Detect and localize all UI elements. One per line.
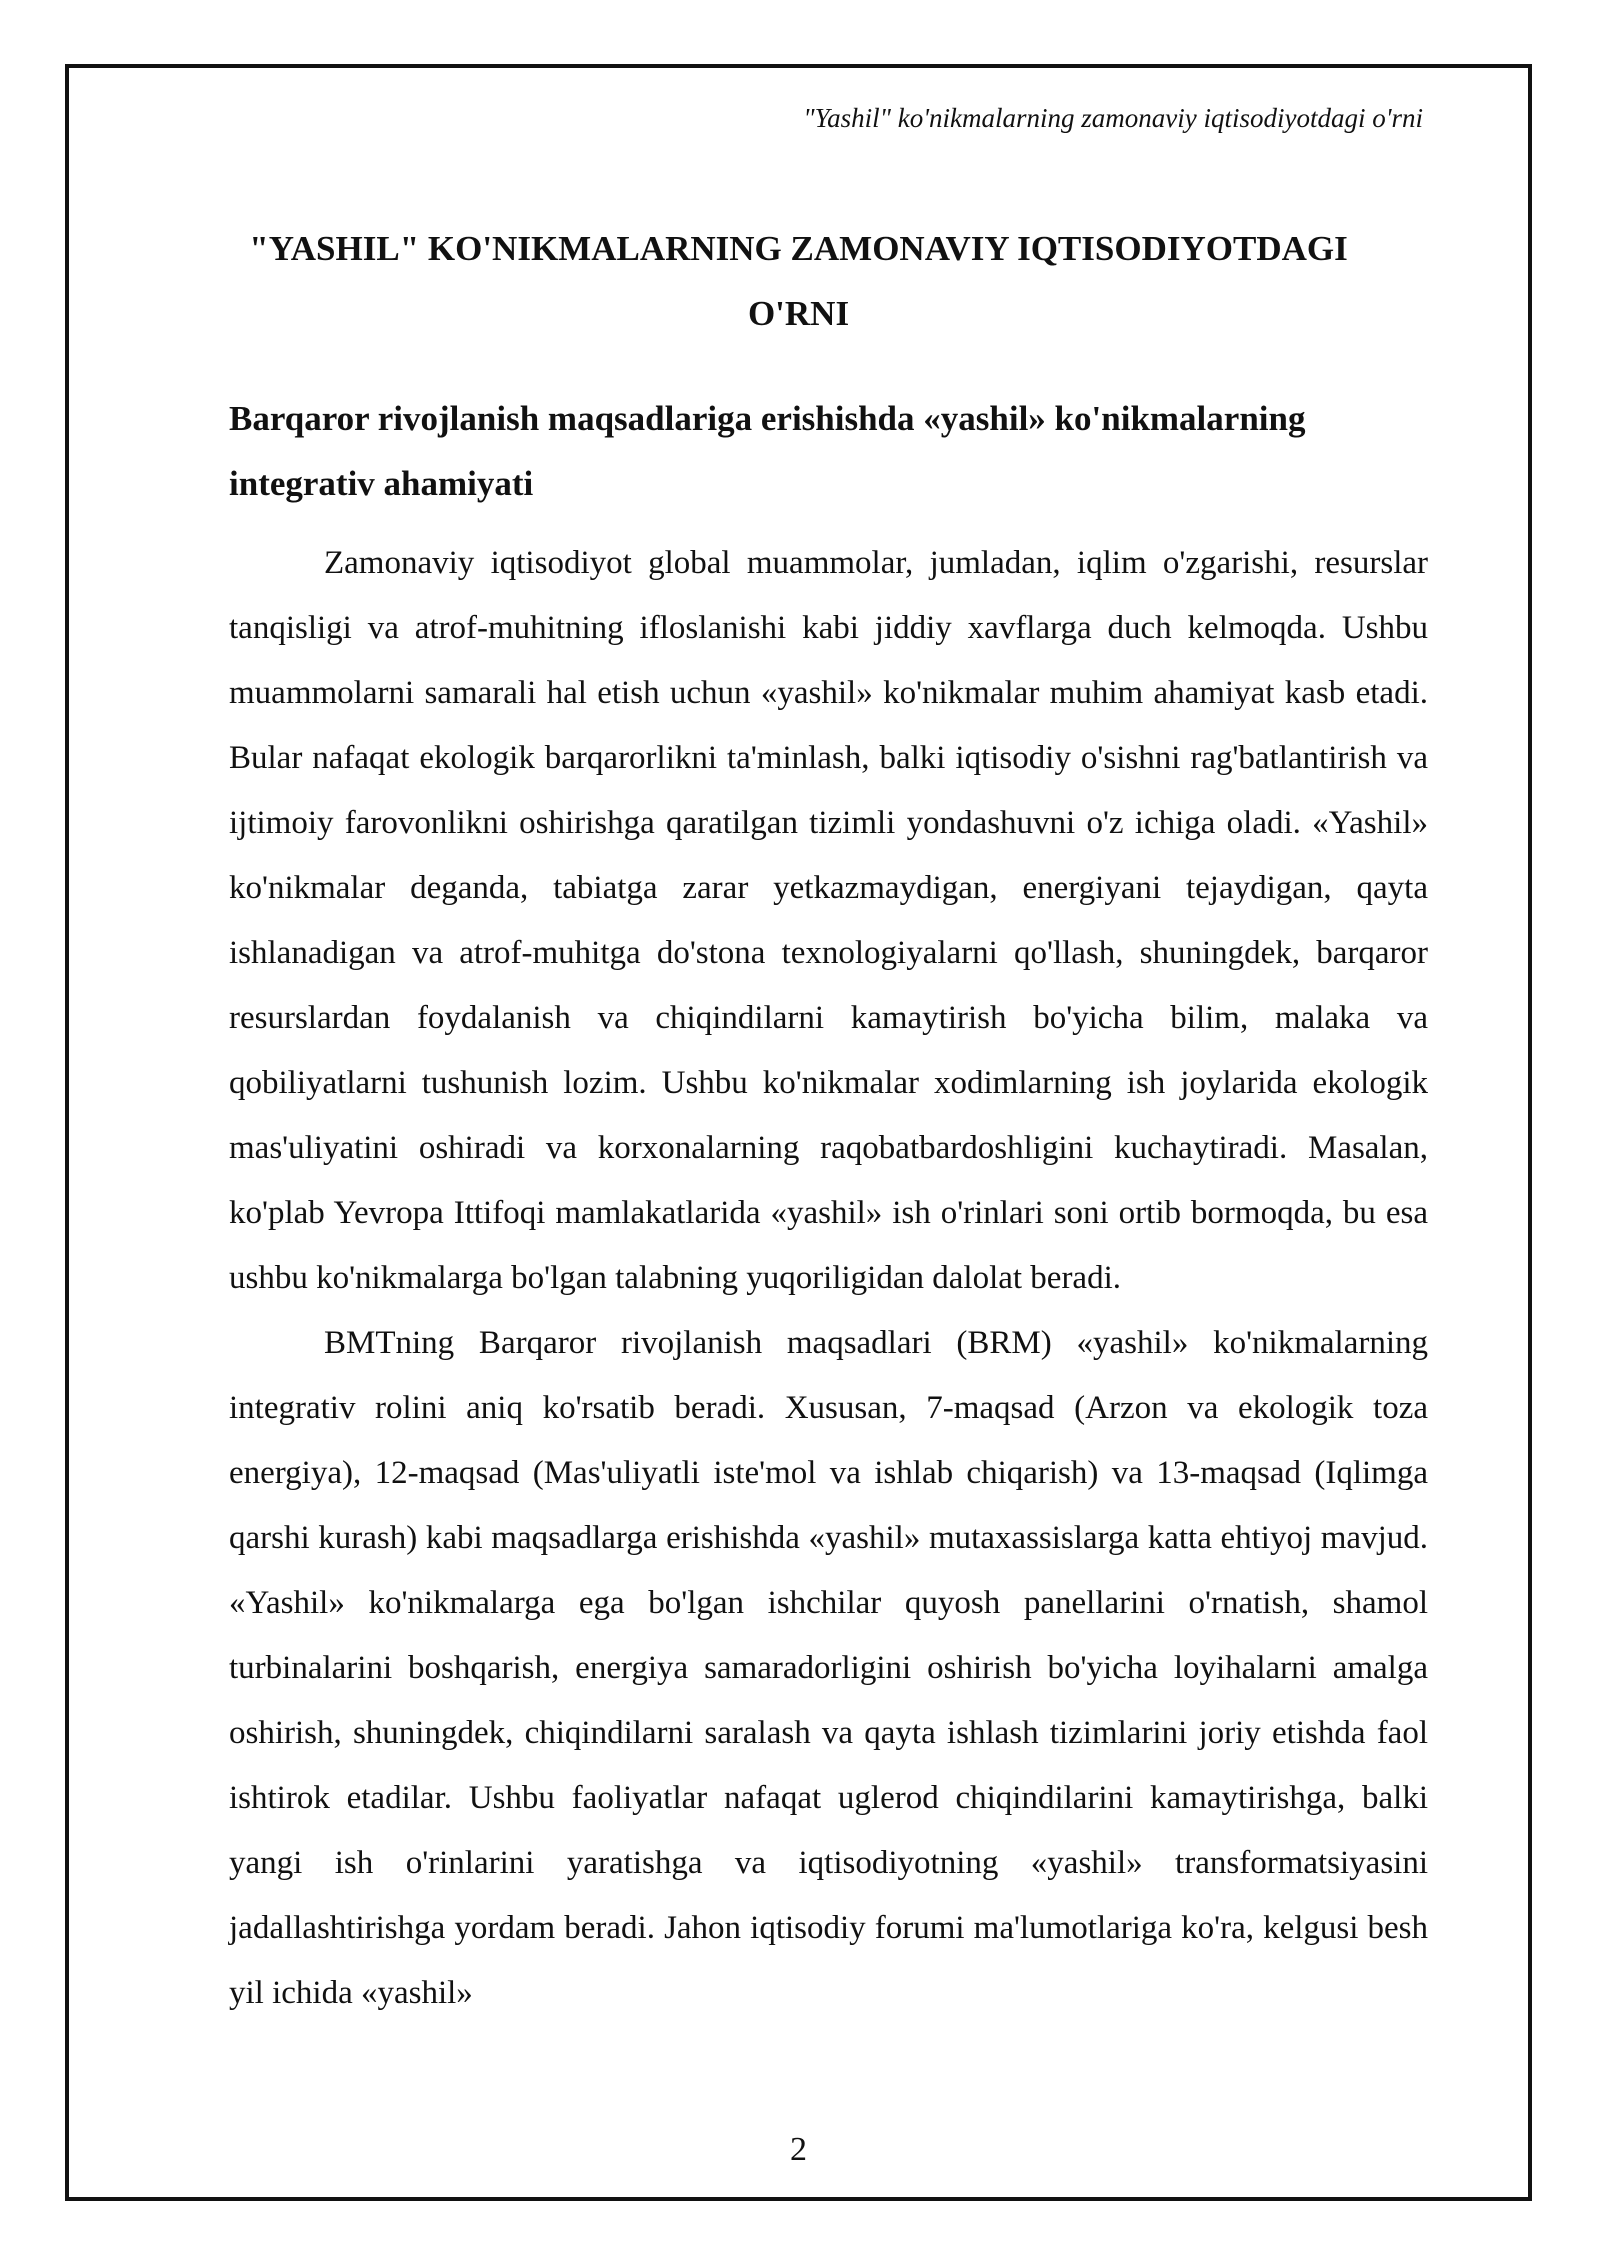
- body-text: [229, 531, 1428, 2026]
- page-border: [65, 64, 1532, 2201]
- page-number: 2: [790, 2131, 807, 2168]
- paragraph: Zamonaviy iqtisodiyot global muammolar, jumladan, iqlim o'zgarishi, resurslar tanqisligi va atrof-muhitning ifloslanishi kabi jiddiy xavflarga duch kelmoqda. Ushbu muammolarni samarali hal etish uchun «yashil» ko'nikmalar muhim ahamiyat kasb etadi. Bular nafaqat ekologik barqarorlikni ta'minlash, balki iqtisodiy o'sishni rag'batlantirish va ijtimoiy farovonlikni oshirishga qaratilgan tizimli yondashuvni o'z ichiga oladi. «Yashil» ko'nikmalar deganda, tabiatga zarar yetkazmaydigan, energiyani tejaydigan, qayta ishlanadigan va atrof-muhitga do'stona texnologiyalarni qo'llash, shuningdek, barqaror resurslardan foydalanish va chiqindilarni kamaytirish bo'yicha bilim, malaka va qobiliyatlarni tushunish lozim. Ushbu ko'nikmalar xodimlarning ish joylarida ekologik mas'uliyatini oshiradi va korxonalarning raqobatbardoshligini kuchaytiradi. Masalan, ko'plab Yevropa Ittifoqi mamlakatlarida «yashil» ish o'rinlari soni ortib bormoqda, bu esa ushbu ko'nikmalarga bo'lgan talabning yuqoriligidan dalolat beradi.: [229, 545, 1428, 1296]
- paragraph: BMTning Barqaror rivojlanish maqsadlari (BRM) «yashil» ko'nikmalarning integrativ rolini aniq ko'rsatib beradi. Xususan, 7-maqsad (Arzon va ekologik toza energiya), 12-maqsad (Mas'uliyatli iste'mol va ishlab chiqarish) va 13-maqsad (Iqlimga qarshi kurash) kabi maqsadlarga erishishda «yashil» mutaxassislarga katta ehtiyoj mavjud. «Yashil» ko'nikmalarga ega bo'lgan ishchilar quyosh panellarini o'rnatish, shamol turbinalarini boshqarish, energiya samaradorligini oshirish bo'yicha loyihalarni amalga oshirish, shuningdek, chiqindilarni saralash va qayta ishlash tizimlarini joriy etishda faol ishtirok etadilar. Ushbu faoliyatlar nafaqat uglerod chiqindilarini kamaytirishga, balki yangi ish o'rinlarini yaratishga va iqtisodiyotning «yashil» transformatsiyasini jadallashtirishga yordam beradi. Jahon iqtisodiy forumi ma'lumotlariga ko'ra, kelgusi besh yil ichida «yashil»: [229, 1325, 1428, 2011]
- document-title: "YASHIL" KO'NIKMALARNING ZAMONAVIY IQTISODIYOTDAGI O'RNI: [249, 229, 1348, 333]
- section-heading: Barqaror rivojlanish maqsadlariga erishishda «yashil» ko'nikmalarning integrativ ahamiyati: [229, 399, 1306, 503]
- running-header: "Yashil" ko'nikmalarning zamonaviy iqtisodiyotdagi o'rni: [803, 103, 1423, 133]
